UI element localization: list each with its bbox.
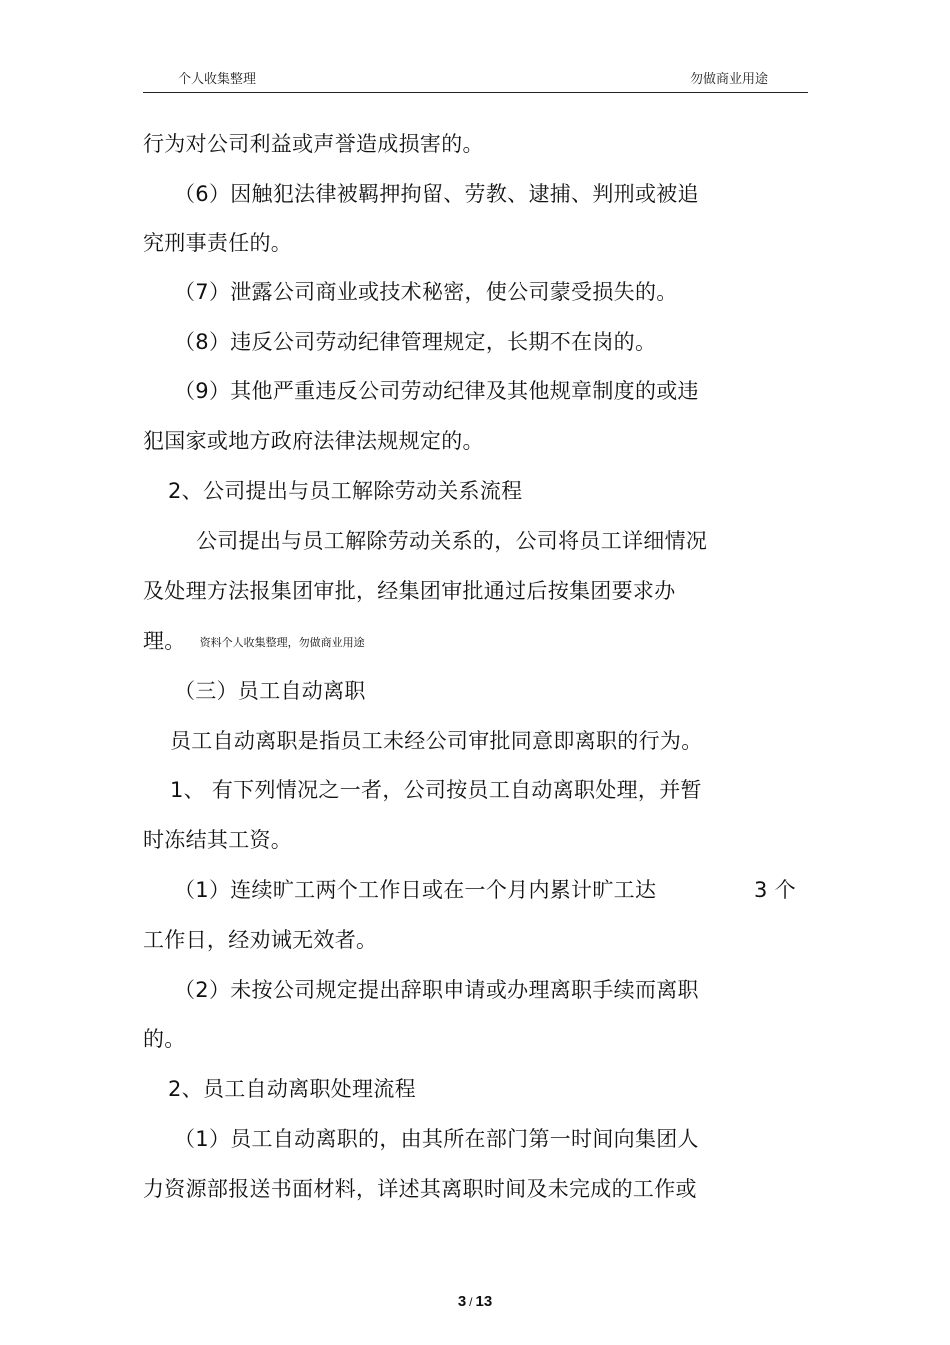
page-number [0,1293,950,1310]
paragraph-line: （6）因触犯法律被羁押拘留、劳教、逮捕、判刑或被追 [174,182,699,206]
paragraph-line: 的。 [143,1027,186,1051]
paragraph-line: （2）未按公司规定提出辞职申请或办理离职手续而离职 [174,978,699,1002]
paragraph-line: 犯国家或地方政府法律法规规定的。 [143,429,484,453]
section-heading: 2、员工自动离职处理流程 [168,1077,416,1101]
section-heading: （三）员工自动离职 [174,679,366,703]
paragraph-line: （7）泄露公司商业或技术秘密，使公司蒙受损失的。 [174,280,678,304]
inline-note: 资料个人收集整理，勿做商业用途 [199,636,365,649]
paragraph-line: 员工自动离职是指员工未经公司审批同意即离职的行为。 [170,729,703,753]
paragraph-line: （8）违反公司劳动纪律管理规定，长期不在岗的。 [174,330,657,354]
paragraph-line: （1）连续旷工两个工作日或在一个月内累计旷工达 [174,878,657,902]
page-separator: / [469,1295,473,1309]
paragraph-line: 行为对公司利益或声誉造成损害的。 [143,132,484,156]
header-rule [143,92,808,93]
paragraph-line [143,626,365,658]
paragraph-line: 1、 有下列情况之一者，公司按员工自动离职处理，并暂 [170,778,702,802]
paragraph-line: （1）员工自动离职的，由其所在部门第一时间向集团人 [174,1127,699,1151]
paragraph-line: （9）其他严重违反公司劳动纪律及其他规章制度的或违 [174,379,699,403]
header-left: 个人收集整理 [178,72,257,87]
section-heading: 2、公司提出与员工解除劳动关系流程 [168,479,523,503]
header-right: 勿做商业用途 [690,72,769,87]
paragraph-line: 及处理方法报集团审批，经集团审批通过后按集团要求办 [143,579,676,603]
paragraph-line-tail: 3 个 [754,878,796,902]
page-total: 13 [475,1293,493,1310]
paragraph-line: 究刑事责任的。 [143,231,293,255]
paragraph-line: 时冻结其工资。 [143,828,293,852]
paragraph-line: 公司提出与员工解除劳动关系的，公司将员工详细情况 [196,529,708,553]
paragraph-line: 工作日，经劝诫无效者。 [143,928,378,952]
page-current: 3 [457,1293,467,1310]
paragraph-text: 理。 [143,629,186,653]
paragraph-line: 力资源部报送书面材料，详述其离职时间及未完成的工作或 [143,1177,697,1201]
